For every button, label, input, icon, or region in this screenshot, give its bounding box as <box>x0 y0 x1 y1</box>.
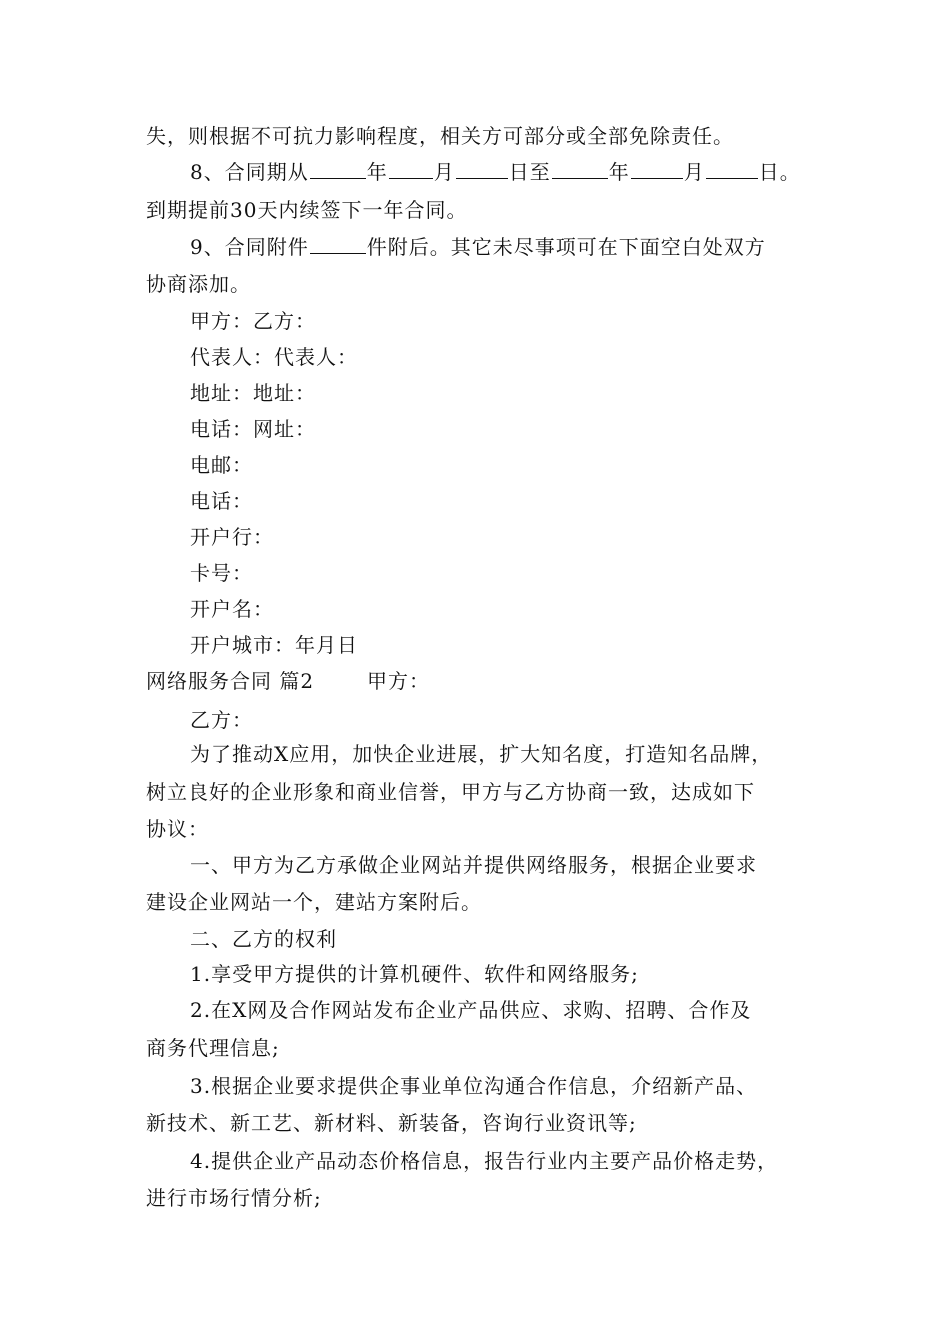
account-city-line: 开户城市：年月日 <box>190 633 358 657</box>
paragraph-line: 树立良好的企业形象和商业信誉，甲方与乙方协商一致，达成如下 <box>146 780 755 804</box>
blank-field <box>310 233 366 254</box>
item8-prefix: 8、合同期从 <box>190 160 309 184</box>
section-title: 网络服务合同 篇2 <box>146 669 315 693</box>
card-number-line: 卡号： <box>190 561 253 585</box>
blank-field <box>552 158 608 179</box>
list-item: 新技术、新工艺、新材料、新装备，咨询行业资讯等; <box>146 1111 637 1135</box>
list-item: 1.享受甲方提供的计算机硬件、软件和网络服务; <box>190 962 639 986</box>
email-line: 电邮： <box>190 453 253 477</box>
list-item: 进行市场行情分析; <box>146 1186 322 1210</box>
section-heading: 二、乙方的权利 <box>190 927 337 951</box>
phone-line: 电话： <box>190 489 253 513</box>
blank-field <box>631 158 683 179</box>
month-label: 月 <box>683 160 705 184</box>
blank-field <box>310 158 366 179</box>
list-item: 4.提供企业产品动态价格信息，报告行业内主要产品价格走势， <box>190 1149 779 1173</box>
blank-field <box>456 158 508 179</box>
paragraph-line: 建设企业网站一个，建站方案附后。 <box>146 890 482 914</box>
party-b-label: 乙方： <box>190 708 253 732</box>
paragraph-line: 协议： <box>146 817 209 841</box>
list-item: 2.在X网及合作网站发布企业产品供应、求购、招聘、合作及 <box>190 998 752 1022</box>
item9-suffix: 件附后。其它未尽事项可在下面空白处双方 <box>366 235 766 259</box>
paragraph-line: 到期提前30天内续签下一年合同。 <box>146 198 468 222</box>
month-label: 月 <box>433 160 455 184</box>
phone-website-line: 电话：网址： <box>190 417 316 441</box>
blank-field <box>706 158 758 179</box>
day-label: 日至 <box>508 160 551 184</box>
contract-period-line <box>190 158 801 186</box>
list-item: 3.根据企业要求提供企事业单位沟通合作信息，介绍新产品、 <box>190 1074 758 1098</box>
address-line: 地址：地址： <box>190 381 316 405</box>
paragraph-line: 协商添加。 <box>146 272 251 296</box>
paragraph-line: 为了推动X应用，加快企业进展，扩大知名度，打造知名品牌， <box>190 742 773 766</box>
representative-line: 代表人：代表人： <box>190 345 358 369</box>
year-label: 年 <box>608 160 630 184</box>
list-item: 商务代理信息; <box>146 1036 280 1060</box>
day-label: 日。 <box>758 160 801 184</box>
paragraph-line: 失，则根据不可抗力影响程度，相关方可部分或全部免除责任。 <box>146 124 734 148</box>
attachment-line <box>190 233 766 261</box>
account-name-line: 开户名： <box>190 597 274 621</box>
party-a-label: 甲方： <box>367 669 430 693</box>
item9-prefix: 9、合同附件 <box>190 235 309 259</box>
party-line: 甲方：乙方： <box>190 309 316 333</box>
year-label: 年 <box>366 160 388 184</box>
blank-field <box>389 158 433 179</box>
paragraph-line: 一、甲方为乙方承做企业网站并提供网络服务，根据企业要求 <box>190 853 757 877</box>
bank-line: 开户行： <box>190 525 274 549</box>
